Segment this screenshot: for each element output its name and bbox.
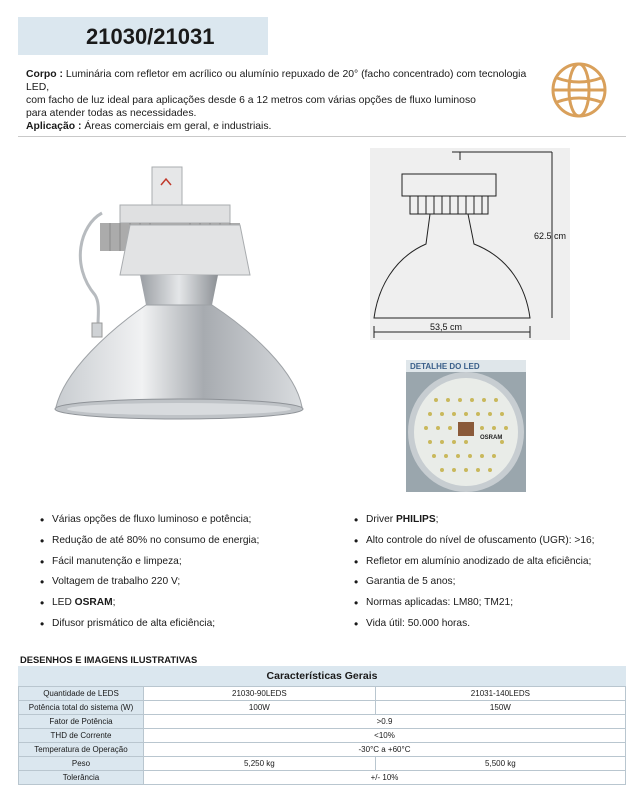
feature-item: • Vida útil: 50.000 horas. [354, 618, 595, 639]
led-detail-label: DETALHE DO LED [410, 362, 480, 371]
feature-item: • Alto controle do nível de ofuscamento (UGR): >16; [354, 535, 595, 556]
height-dimension: 62.5 cm [534, 231, 567, 241]
section-heading: DESENHOS E IMAGENS ILUSTRATIVAS [20, 654, 198, 665]
table-cell: 21030-90LEDS [144, 687, 376, 701]
feature-item [354, 514, 595, 535]
divider [18, 136, 626, 137]
specs-table [18, 666, 626, 785]
row-label: Fator de Potência [19, 715, 144, 729]
row-label: Potência total do sistema (W) [19, 701, 144, 715]
specs-table-title: Características Gerais [18, 666, 626, 686]
dimension-drawing [370, 148, 570, 340]
feature-item: • Garantia de 5 anos; [354, 576, 595, 597]
table-cell: +/- 10% [144, 771, 626, 785]
table-row [19, 743, 626, 757]
corpo-label: Corpo : [26, 69, 63, 80]
feature-item: • Normas aplicadas: LM80; TM21; [354, 597, 595, 618]
luminaire-photo [40, 155, 320, 435]
table-row [19, 729, 626, 743]
row-label: THD de Corrente [19, 729, 144, 743]
table-cell: 21031-140LEDS [375, 687, 625, 701]
feature-item: • Redução de até 80% no consumo de energia; [40, 535, 259, 556]
feature-item: • Várias opções de fluxo luminoso e potência; [40, 514, 259, 535]
feature-suffix: ; [435, 514, 439, 525]
globe-logo-icon [549, 60, 609, 120]
page-title: 21030/21031 [18, 17, 268, 55]
features-left-list [40, 514, 259, 639]
row-label: Tolerância [19, 771, 144, 785]
feature-brand: PHILIPS [396, 514, 436, 525]
table-cell: -30°C a +60°C [144, 743, 626, 757]
led-detail-photo [406, 360, 526, 492]
table-cell: 5,250 kg [144, 757, 376, 771]
width-dimension: 53,5 cm [430, 322, 463, 332]
features-right-list [354, 514, 595, 639]
table-row [19, 757, 626, 771]
row-label: Peso [19, 757, 144, 771]
table-row [19, 715, 626, 729]
feature-item: • Fácil manutenção e limpeza; [40, 556, 259, 577]
feature-brand: OSRAM [74, 597, 113, 609]
table-cell: 5,500 kg [375, 757, 625, 771]
feature-item: • Difusor prismático de alta eficiência; [40, 618, 259, 639]
corpo-line-1: Luminária com refletor em acrílico ou alumínio repuxado de 20° (facho concentrado) com tecnologia LED, [26, 69, 527, 93]
table-row [19, 687, 626, 701]
corpo-line-3: para atender todas as necessidades. [26, 108, 197, 119]
table-cell: 100W [144, 701, 376, 715]
feature-item: • Refletor em alumínio anodizado de alta eficiência; [354, 556, 595, 577]
aplicacao-text: Áreas comerciais em geral, e industriais. [84, 121, 272, 132]
table-cell: <10% [144, 729, 626, 743]
feature-item [40, 597, 259, 618]
row-label: Quantidade de LEDS [19, 687, 144, 701]
corpo-line-2: com facho de luz ideal para aplicações desde 6 a 12 metros com várias opções de fluxo luminoso [26, 95, 476, 106]
feature-prefix: LED [52, 597, 75, 609]
table-cell: 150W [375, 701, 625, 715]
product-description [26, 68, 546, 133]
row-label: Temperatura de Operação [19, 743, 144, 757]
table-row [19, 771, 626, 785]
feature-suffix: ; [112, 597, 116, 609]
aplicacao-label: Aplicação : [26, 121, 82, 132]
table-row [19, 701, 626, 715]
feature-prefix: Driver [366, 514, 396, 525]
led-brand-mark: OSRAM [480, 435, 503, 441]
feature-item: • Voltagem de trabalho 220 V; [40, 576, 259, 597]
table-cell: >0.9 [144, 715, 626, 729]
